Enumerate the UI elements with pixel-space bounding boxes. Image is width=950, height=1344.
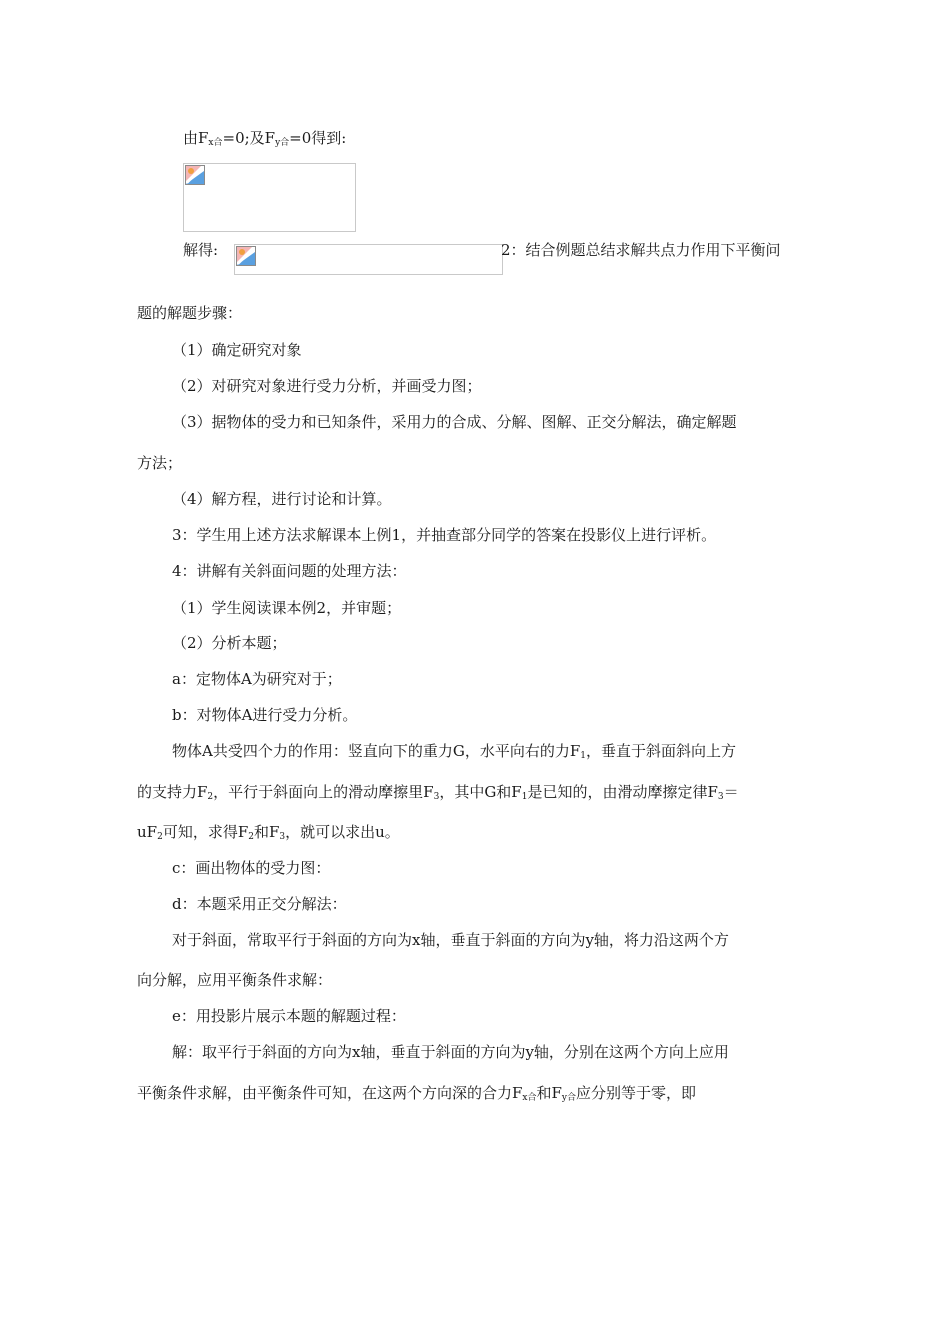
- item-c: c：画出物体的受力图：: [172, 859, 331, 877]
- axis-method-line-1: 对于斜面，常取平行于斜面的方向为x轴，垂直于斜面的方向为y轴，将力沿这两个方: [172, 931, 729, 949]
- text: 应分别等于零，即: [576, 1084, 697, 1102]
- step-2: （2）对研究对象进行受力分析，并画受力图；: [172, 377, 482, 395]
- item-d: d：本题采用正交分解法：: [172, 895, 347, 913]
- text: =0得到:: [289, 129, 347, 147]
- text: uF: [137, 823, 158, 841]
- text: ，垂直于斜面斜向上方: [585, 742, 736, 760]
- subscript: x合: [208, 138, 223, 148]
- subscript: 3: [717, 792, 724, 802]
- subscript: 2: [248, 832, 254, 842]
- text: 是已知的，由滑动摩擦定律F: [527, 783, 718, 801]
- summary-heading-cont: 题的解题步骤：: [137, 304, 243, 322]
- subscript: y合: [561, 1093, 577, 1103]
- solution-text-line-2: [137, 1082, 817, 1104]
- text: ，平行于斜面向上的滑动摩擦里F: [213, 783, 434, 801]
- equation-image-placeholder: [183, 163, 356, 232]
- solution-text-line-1: 解：取平行于斜面的方向为x轴，垂直于斜面的方向为y轴，分别在这两个方向上应用: [172, 1043, 729, 1061]
- subscript: 2: [157, 832, 163, 842]
- broken-image-icon: [236, 246, 256, 266]
- text: ，其中G和F: [439, 783, 522, 801]
- force-analysis-line-1: [172, 740, 852, 762]
- subscript: 2: [207, 792, 214, 802]
- force-analysis-line-2: [137, 781, 817, 803]
- sub-item-2: （2）分析本题；: [172, 634, 287, 652]
- item-b: b：对物体A进行受力分析。: [172, 706, 358, 724]
- text: 由F: [183, 129, 209, 147]
- subscript: 1: [521, 792, 528, 802]
- text: ＝: [723, 783, 739, 801]
- solution-image-placeholder: [234, 244, 503, 275]
- step-3-cont: 方法；: [137, 454, 183, 472]
- solve-label: 解得:: [183, 241, 219, 259]
- axis-method-line-2: 向分解，应用平衡条件求解：: [137, 971, 333, 989]
- broken-image-icon: [185, 165, 205, 185]
- text: 的支持力F: [137, 783, 208, 801]
- equilibrium-condition-line: [183, 127, 863, 149]
- text: 物体A共受四个力的作用：竖直向下的重力G，水平向右的力F: [172, 742, 581, 760]
- step-4: （4）解方程，进行讨论和计算。: [172, 490, 392, 508]
- text: 和F: [536, 1084, 562, 1102]
- subscript: 3: [279, 832, 286, 842]
- item-a: a：定物体A为研究对于；: [172, 670, 342, 688]
- text: 平衡条件求解，由平衡条件可知，在这两个方向深的合力F: [137, 1084, 523, 1102]
- subscript: x合: [522, 1093, 537, 1103]
- sub-item-1: （1）学生阅读课本例2，并审题；: [172, 599, 402, 617]
- text: ，就可以求出u。: [285, 823, 400, 841]
- force-analysis-line-3: [137, 821, 817, 843]
- text: =0;及F: [222, 129, 276, 147]
- text: 可知，求得F: [162, 823, 249, 841]
- step-3: （3）据物体的受力和已知条件，采用力的合成、分解、图解、正交分解法，确定解题: [172, 413, 737, 431]
- summary-heading: 2：结合例题总结求解共点力作用下平衡问: [501, 241, 781, 259]
- item-3: 3：学生用上述方法求解课本上例1，并抽查部分同学的答案在投影仪上进行评析。: [172, 526, 717, 544]
- subscript: y合: [275, 138, 290, 148]
- item-e: e：用投影片展示本题的解题过程：: [172, 1007, 406, 1025]
- subscript: 3: [433, 792, 440, 802]
- subscript: 1: [580, 751, 586, 761]
- item-4: 4：讲解有关斜面问题的处理方法：: [172, 562, 407, 580]
- text: 和F: [253, 823, 280, 841]
- step-1: （1）确定研究对象: [172, 341, 302, 359]
